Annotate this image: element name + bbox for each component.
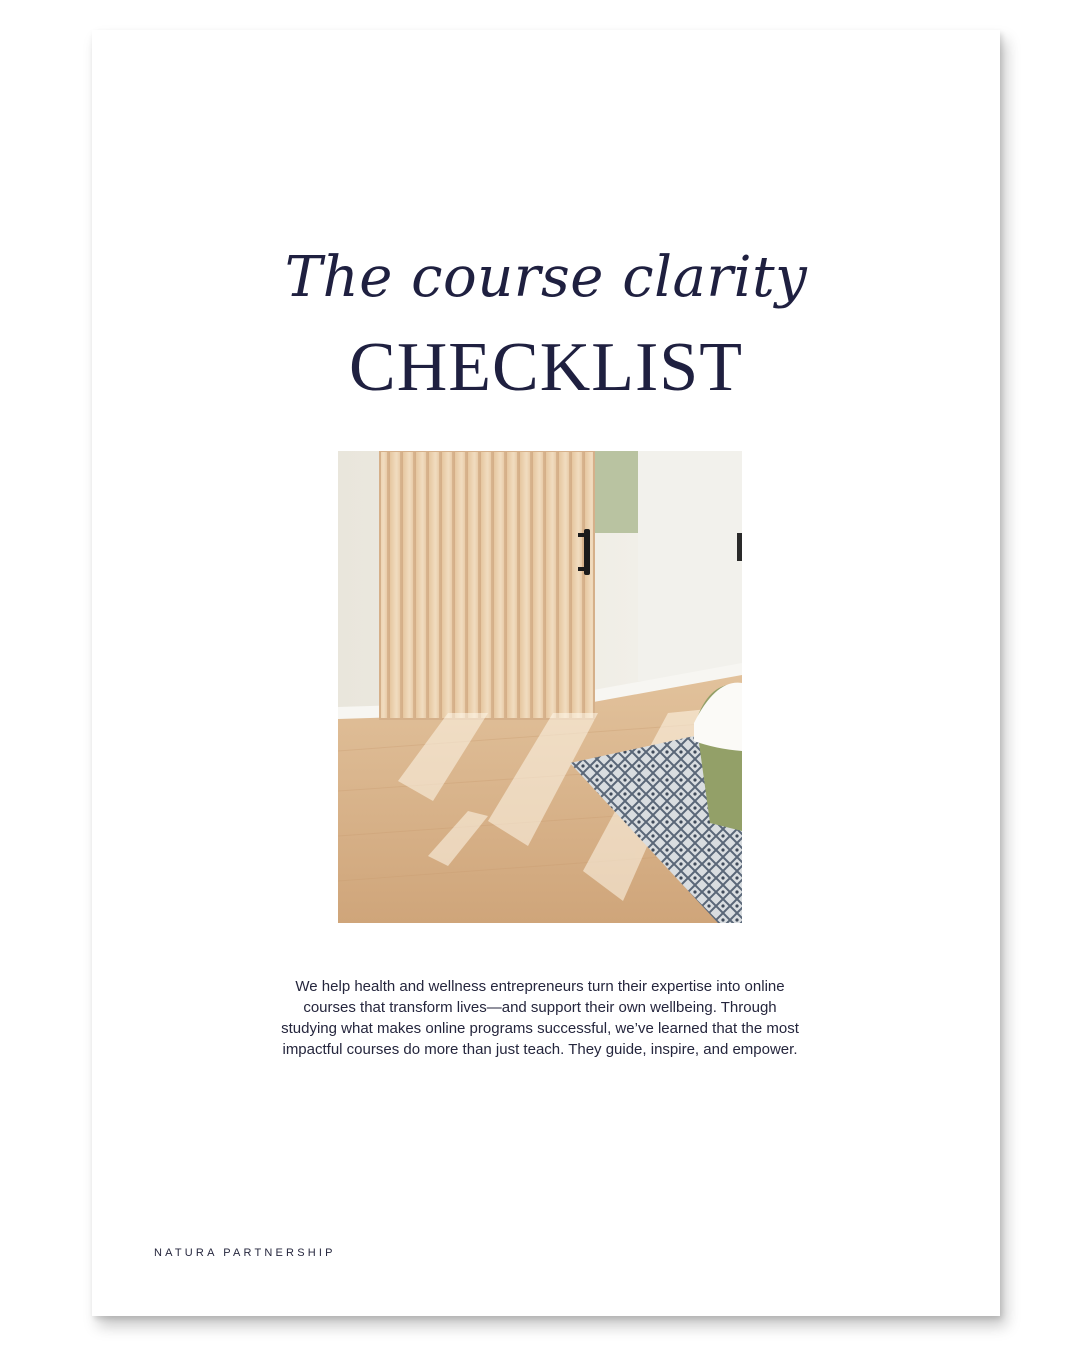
title-checklist: CHECKLIST xyxy=(349,329,743,406)
document-page xyxy=(92,30,1000,1316)
intro-paragraph: We help health and wellness entrepreneurs turn their expertise into online courses that transform lives—and support their own wellbeing. Through studying what makes online programs successful, we’ve learned that the most impactful courses do more than just teach. They guide, inspire, and empower. xyxy=(281,978,799,1058)
brand-name: NATURA PARTNERSHIP xyxy=(154,1247,336,1259)
interior-photo-icon xyxy=(338,451,742,923)
title-script: The course clarity xyxy=(284,245,808,310)
